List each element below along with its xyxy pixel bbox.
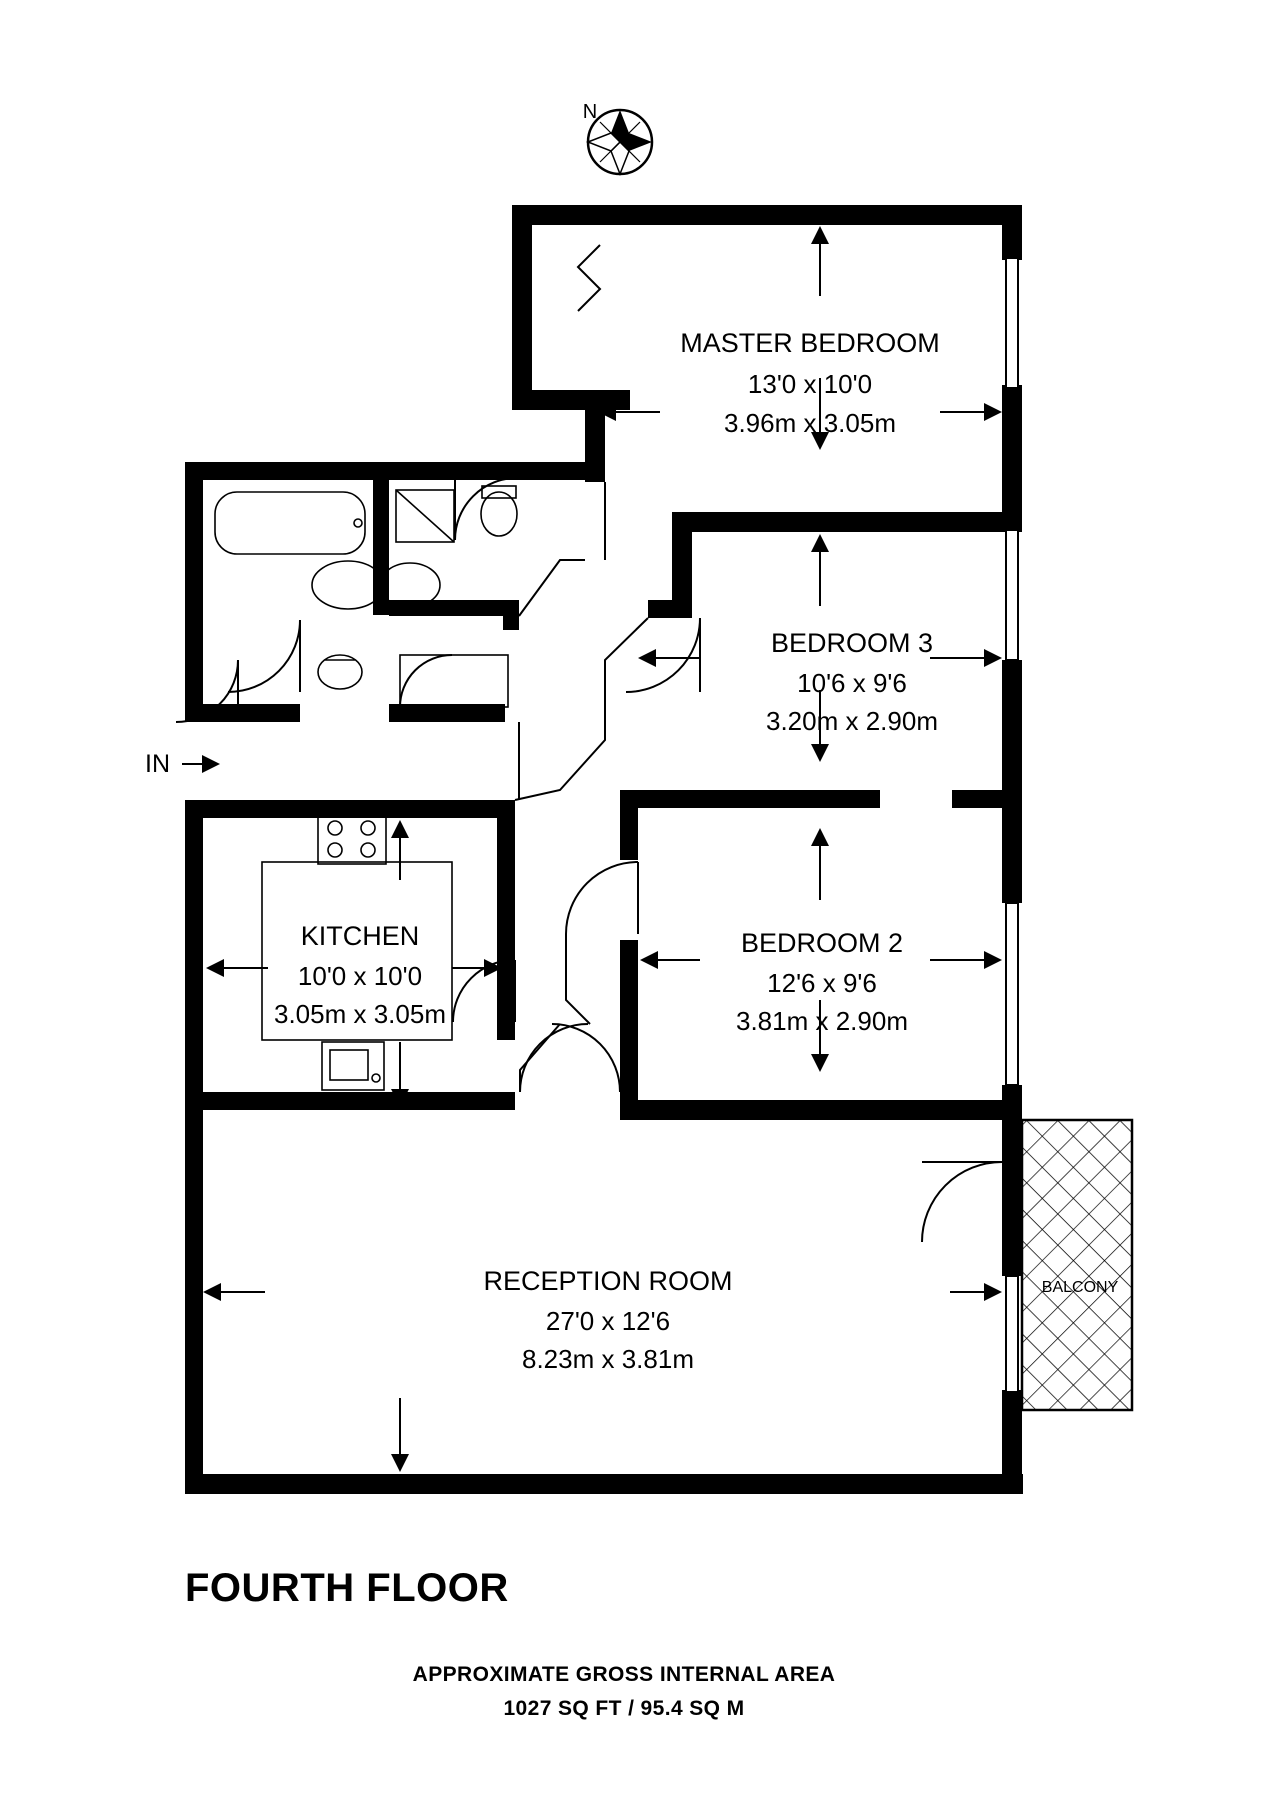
kitchen-sink-tap bbox=[372, 1074, 380, 1082]
balcony-area bbox=[1022, 1120, 1132, 1410]
hall-cupboard bbox=[400, 655, 508, 707]
room-name: BEDROOM 3 bbox=[770, 628, 934, 658]
room-label-reception-room bbox=[483, 1266, 732, 1374]
wall-bed3-right-upper bbox=[1002, 498, 1022, 530]
wall-reception-right-mid bbox=[1002, 1238, 1022, 1276]
room-dim-metric: 8.23m x 3.81m bbox=[522, 1344, 694, 1374]
room-label-bedroom-2 bbox=[736, 928, 908, 1036]
window-bed3-right bbox=[1006, 530, 1018, 660]
walls bbox=[185, 205, 1132, 1494]
wall-kitchen-left bbox=[185, 800, 203, 1110]
wall-kitchen-bottom bbox=[185, 1092, 515, 1110]
wall-bed2-right-upper bbox=[1002, 808, 1022, 903]
kitchen-hob bbox=[318, 812, 386, 864]
bathtub-drain bbox=[354, 519, 362, 527]
wall-master-top bbox=[512, 205, 1022, 225]
wall-wc-bottom bbox=[389, 600, 519, 616]
wall-bed3-right-lower bbox=[1002, 660, 1022, 790]
door-bed2-swing bbox=[566, 862, 638, 934]
hall-edge-lower-right bbox=[566, 934, 590, 1024]
hob-burner-2 bbox=[361, 821, 375, 835]
wall-reception-left bbox=[185, 1092, 203, 1492]
room-dim-metric: 3.20m x 2.90m bbox=[766, 706, 938, 736]
compass-rose bbox=[583, 101, 652, 174]
room-label-master-bedroom bbox=[680, 328, 940, 438]
room-label-kitchen bbox=[274, 921, 446, 1029]
window-master-right bbox=[1006, 258, 1018, 388]
wall-kitchen-right bbox=[497, 800, 515, 1040]
wall-reception-bottom bbox=[185, 1474, 1023, 1494]
wall-bed2-top bbox=[620, 790, 880, 808]
door-wc-swing bbox=[455, 478, 517, 540]
wall-bed3-left-stub bbox=[648, 600, 692, 618]
room-dim-metric: 3.96m x 3.05m bbox=[724, 408, 896, 438]
room-dim-metric: 3.81m x 2.90m bbox=[736, 1006, 908, 1036]
wall-bed2-left-lower bbox=[620, 940, 638, 1100]
wall-hall-stub bbox=[503, 600, 519, 630]
door-balcony-swing bbox=[922, 1162, 1002, 1242]
wall-master-hall-right bbox=[585, 390, 605, 482]
room-dim-imperial: 27'0 x 12'6 bbox=[545, 1306, 671, 1336]
wall-bath-bottom-left bbox=[185, 704, 300, 722]
wall-bed2-bottom bbox=[620, 1100, 1022, 1120]
area-caption-line1: APPROXIMATE GROSS INTERNAL AREA bbox=[412, 1663, 836, 1686]
area-caption-line2: 1027 SQ FT / 95.4 SQ M bbox=[503, 1697, 745, 1720]
door-reception-right-swing bbox=[552, 1024, 620, 1092]
wall-master-right-lower bbox=[1002, 385, 1022, 515]
hob-burner-1 bbox=[328, 821, 342, 835]
room-name: MASTER BEDROOM bbox=[680, 328, 940, 358]
kitchen-sink-bowl bbox=[330, 1050, 368, 1080]
entry-marker bbox=[145, 750, 218, 778]
entry-label: IN bbox=[145, 750, 170, 778]
hall-edge-lower-left bbox=[520, 1024, 560, 1092]
room-dim-imperial: 12'6 x 9'6 bbox=[767, 968, 877, 998]
wall-reception-right-upper bbox=[1002, 1120, 1022, 1238]
hall-edge-right bbox=[515, 618, 648, 800]
compass-north-label: N bbox=[582, 101, 598, 123]
kitchen-sink bbox=[322, 1042, 384, 1090]
wall-master-bottom-left bbox=[512, 390, 630, 410]
room-name: BEDROOM 2 bbox=[740, 928, 904, 958]
door-master-folding bbox=[578, 245, 600, 311]
room-name: KITCHEN bbox=[300, 921, 420, 951]
window-reception-right bbox=[1006, 1276, 1018, 1392]
vanity-diagonal bbox=[396, 490, 454, 542]
room-dim-imperial: 10'0 x 10'0 bbox=[297, 961, 423, 991]
wall-bath-top bbox=[185, 462, 605, 480]
hob-burner-3 bbox=[328, 843, 342, 857]
hall-edge-upper-left bbox=[519, 560, 585, 616]
room-dim-metric: 3.05m x 3.05m bbox=[274, 999, 446, 1029]
wall-master-right-upper bbox=[1002, 205, 1022, 260]
room-dim-imperial: 13'0 x 10'0 bbox=[747, 369, 873, 399]
room-label-bedroom-3 bbox=[766, 628, 938, 736]
page-title: FOURTH FLOOR bbox=[185, 1566, 509, 1610]
window-bed2-right bbox=[1006, 903, 1018, 1085]
room-name: RECEPTION ROOM bbox=[483, 1266, 733, 1296]
room-name: BALCONY bbox=[1041, 1279, 1119, 1296]
bathtub bbox=[215, 492, 365, 554]
wall-master-left bbox=[512, 205, 532, 405]
room-dim-imperial: 10'6 x 9'6 bbox=[797, 668, 907, 698]
wall-bed3-top bbox=[672, 512, 1022, 532]
wall-bath-left bbox=[185, 462, 203, 722]
wall-bed2-left-upper bbox=[620, 790, 638, 860]
wall-bed3-bottom-right bbox=[952, 790, 1022, 808]
hob-burner-4 bbox=[361, 843, 375, 857]
room-label-balcony bbox=[1042, 1279, 1119, 1296]
wall-kitchen-top bbox=[185, 800, 515, 818]
wall-reception-right-lower bbox=[1002, 1390, 1022, 1494]
wall-bed3-left bbox=[672, 512, 692, 612]
door-cupboard-swing bbox=[400, 655, 452, 707]
